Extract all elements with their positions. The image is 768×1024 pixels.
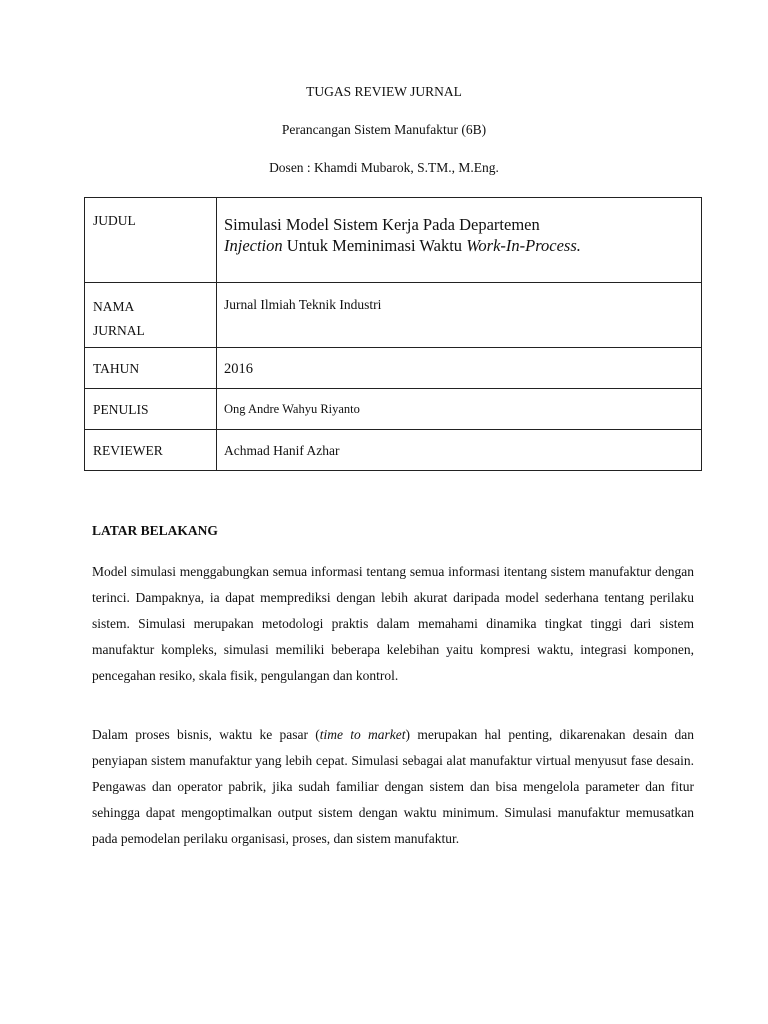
reviewer-label: REVIEWER: [85, 430, 217, 471]
journal-info-table: [84, 197, 702, 471]
paragraph-1: Model simulasi menggabungkan semua informasi tentang semua informasi itentang sistem manufaktur dengan terinci. Dampaknya, ia dapat memprediksi dengan lebih akurat daripada model sederhana tentang perilaku sistem. Simulasi merupakan metodologi praktis dalam memahami dinamika tingkat tinggi dari sistem manufaktur kompleks, simulasi memiliki beberapa kelebihan yaitu kompresi waktu, integrasi komponen, pencegahan resiko, skala fisik, pengulangan dan kontrol.: [92, 564, 694, 683]
table-row: [85, 198, 702, 283]
penulis-label: PENULIS: [85, 389, 217, 430]
table-row: [85, 348, 702, 389]
table-row: [85, 430, 702, 471]
judul-text-2: Untuk Meminimasi Waktu: [282, 236, 467, 255]
course-name: Perancangan Sistem Manufaktur (6B): [281, 122, 487, 137]
paragraph-2-end: ) merupakan hal penting, dikarenakan desain dan penyiapan sistem manufaktur yang lebih cepat. Simulasi sebagai alat manufaktur virtual menyusut fase desain. Pengawas dan operator pabrik, jika sudah familiar dengan sistem dan bisa mengelola parameter dan fitur sehingga dapat mengoptimalkan output sistem dengan waktu minimum. Simulasi manufaktur memusatkan pada pemodelan perilaku organisasi, proses, dan sistem manufaktur.: [92, 727, 694, 846]
tahun-label: TAHUN: [85, 348, 217, 389]
paragraph-2-italic: time to market: [319, 727, 406, 742]
judul-italic-1: Injection: [224, 236, 283, 255]
judul-label: JUDUL: [85, 198, 217, 283]
paragraph-2-start: Dalam proses bisnis, waktu ke pasar (: [92, 727, 320, 742]
tahun-value: 2016: [217, 348, 702, 389]
nama-label-line2: JURNAL: [93, 323, 145, 338]
nama-label-line1: NAMA: [93, 299, 135, 314]
table-row: [85, 389, 702, 430]
nama-jurnal-value: Jurnal Ilmiah Teknik Industri: [217, 283, 702, 348]
judul-text-1: Simulasi Model Sistem Kerja Pada Departemen: [224, 215, 540, 234]
lecturer-line: Dosen : Khamdi Mubarok, S.TM., M.Eng.: [269, 160, 499, 175]
judul-value: [217, 198, 702, 283]
document-title: TUGAS REVIEW JURNAL: [306, 84, 462, 99]
nama-jurnal-label: [85, 283, 217, 348]
reviewer-value: Achmad Hanif Azhar: [217, 430, 702, 471]
table-row: [85, 283, 702, 348]
penulis-value: Ong Andre Wahyu Riyanto: [217, 389, 702, 430]
section-heading: LATAR BELAKANG: [92, 523, 218, 538]
judul-italic-2: Work-In-Process.: [466, 236, 581, 255]
paragraph-2: [92, 722, 694, 852]
